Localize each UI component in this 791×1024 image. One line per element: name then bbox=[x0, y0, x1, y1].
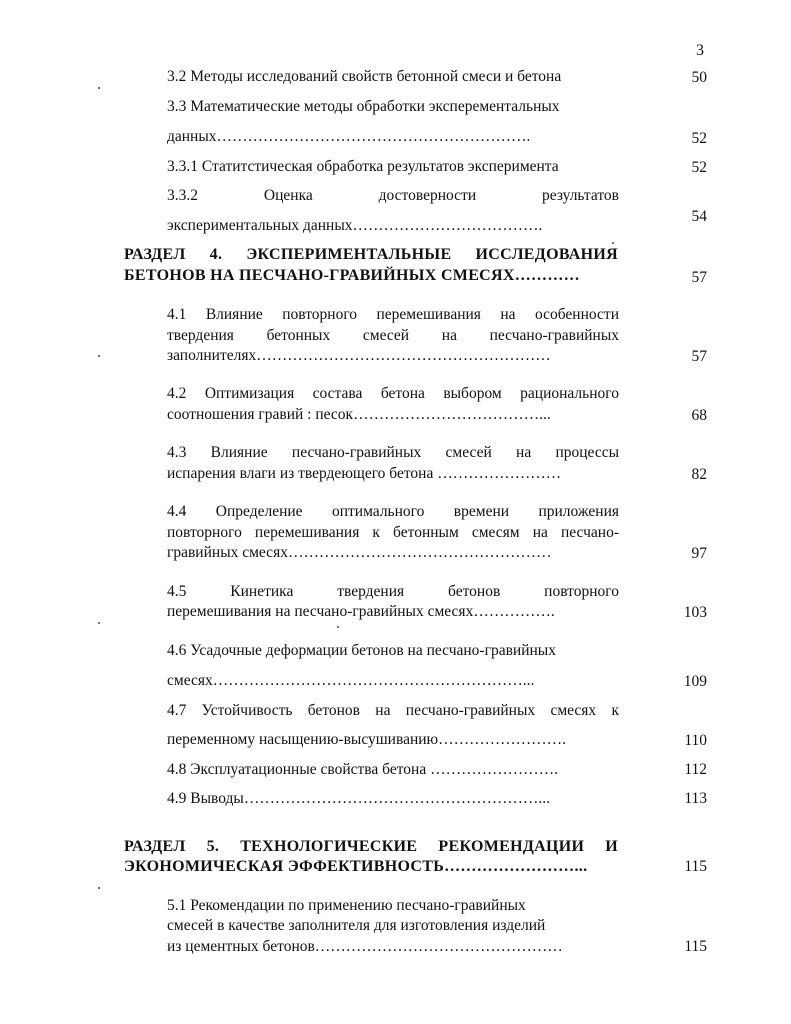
toc-page-4-6: 109 bbox=[683, 673, 707, 690]
toc-page-4-9: 113 bbox=[684, 790, 707, 807]
toc-page-4-3: 82 bbox=[691, 466, 707, 483]
toc-page-3-3: 52 bbox=[691, 130, 707, 147]
toc-page-3-3-2: 54 bbox=[691, 208, 707, 225]
toc-page-4-7: 110 bbox=[684, 732, 707, 749]
toc-entry-4-9: 4.9 Выводы…………………………………………………... bbox=[167, 790, 550, 807]
toc-entry-4-2-line2: соотношения гравий : песок………………………………... bbox=[167, 406, 551, 423]
toc-page-4-1: 57 bbox=[691, 348, 707, 365]
toc-entry-4-1-line2: твердения бетонных смесей на песчано-гравийных bbox=[167, 327, 619, 344]
toc-entry-4-6-line1: 4.6 Усадочные деформации бетонов на песчано-гравийных bbox=[167, 642, 556, 659]
scan-speck bbox=[98, 887, 100, 889]
toc-entry-3-3-2-line1: 3.3.2 Оценка достоверности результатов bbox=[167, 187, 619, 204]
toc-entry-3-3-1: 3.3.1 Статитстическая обработка результатов эксперимента bbox=[167, 158, 559, 175]
toc-entry-5-1-line2: смесей в качестве заполнителя для изготовления изделий bbox=[167, 917, 546, 934]
toc-entry-4-8: 4.8 Эксплуатационные свойства бетона ……………………. bbox=[167, 761, 558, 778]
toc-entry-4-1-line1: 4.1 Влияние повторного перемешивания на особенности bbox=[167, 306, 619, 323]
toc-entry-5-1-line1: 5.1 Рекомендации по применению песчано-гравийных bbox=[167, 897, 526, 914]
toc-entry-4-4-line3: гравийных смесях…………………………………………… bbox=[167, 544, 552, 561]
toc-page-4-4: 97 bbox=[691, 545, 707, 562]
toc-entry-4-7-line2: переменному насыщению-высушиванию……………………. bbox=[167, 731, 567, 748]
toc-page-3-2: 50 bbox=[691, 69, 707, 86]
toc-entry-4-4-line1: 4.4 Определение оптимального времени приложения bbox=[167, 503, 619, 520]
toc-page-section-4: 57 bbox=[691, 269, 707, 286]
toc-entry-4-4-line2: повторного перемешивания к бетонным смесям на песчано- bbox=[167, 524, 619, 541]
toc-entry-3-3-line2: данных……………………………………………………. bbox=[167, 128, 531, 145]
toc-page-5-1: 115 bbox=[684, 938, 707, 955]
toc-entry-4-6-line2: смесях……………………………………………………... bbox=[167, 672, 535, 689]
scan-speck bbox=[98, 355, 100, 357]
scan-speck bbox=[612, 242, 614, 244]
page-number: 3 bbox=[696, 42, 704, 59]
section-5-title-line2: ЭКОНОМИЧЕСКАЯ ЭФФЕКТИВНОСТЬ……………………... bbox=[124, 858, 588, 875]
scan-speck bbox=[337, 626, 339, 628]
scan-speck bbox=[98, 622, 100, 624]
toc-page-4-2: 68 bbox=[691, 407, 707, 424]
toc-entry-4-7-line1: 4.7 Устойчивость бетонов на песчано-гравийных смесях к bbox=[167, 702, 619, 719]
toc-page-4-5: 103 bbox=[683, 604, 707, 621]
section-4-title-line2: БЕТОНОВ НА ПЕСЧАНО-ГРАВИЙНЫХ СМЕСЯХ………… bbox=[124, 267, 580, 284]
toc-page-4-8: 112 bbox=[684, 761, 707, 778]
toc-entry-3-2: 3.2 Методы исследований свойств бетонной смеси и бетона bbox=[167, 68, 562, 85]
toc-entry-4-3-line2: испарения влаги из твердеющего бетона …………………… bbox=[167, 465, 562, 482]
toc-entry-4-3-line1: 4.3 Влияние песчано-гравийных смесей на процессы bbox=[167, 444, 619, 461]
toc-entry-4-5-line1: 4.5 Кинетика твердения бетонов повторного bbox=[167, 583, 619, 600]
toc-entry-3-3-2-line2: экспериментальных данных………………………………. bbox=[167, 217, 543, 234]
toc-entry-4-2-line1: 4.2 Оптимизация состава бетона выбором рационального bbox=[167, 385, 619, 402]
toc-entry-3-3-line1: 3.3 Математические методы обработки эксперементальных bbox=[167, 98, 560, 115]
toc-entry-4-5-line2: перемешивания на песчано-гравийных смесях……………. bbox=[167, 603, 555, 620]
toc-page-3-3-1: 52 bbox=[691, 159, 707, 176]
section-5-title-line1: РАЗДЕЛ 5. ТЕХНОЛОГИЧЕСКИЕ РЕКОМЕНДАЦИИ И bbox=[124, 838, 618, 855]
section-4-title-line1: РАЗДЕЛ 4. ЭКСПЕРИМЕНТАЛЬНЫЕ ИССЛЕДОВАНИЯ bbox=[124, 246, 618, 263]
toc-entry-4-1-line3: заполнителях………………………………………………… bbox=[167, 347, 551, 364]
toc-entry-5-1-line3: из цементных бетонов………………………………………… bbox=[167, 938, 563, 955]
toc-page-section-5: 115 bbox=[684, 858, 707, 875]
scan-speck bbox=[98, 87, 100, 89]
